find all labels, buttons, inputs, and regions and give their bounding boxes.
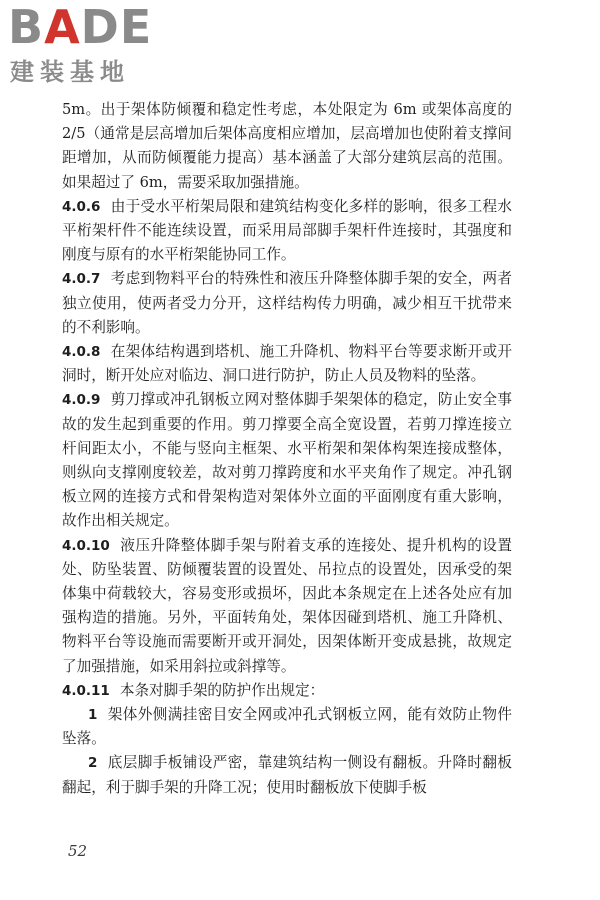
list-item-text: 架体外侧满挂密目安全网或冲孔式钢板立网，能有效防止物件坠落。 bbox=[62, 706, 512, 748]
logo-subtitle: 建装基地 bbox=[10, 58, 130, 86]
clause-number: 4.0.11 bbox=[62, 682, 110, 699]
clause-4-0-11 bbox=[62, 679, 512, 703]
list-item-text: 底层脚手板铺设严密，靠建筑结构一侧设有翻板。升降时翻板翻起，利于脚手架的升降工况；使用时翻板放下使脚手板 bbox=[62, 754, 512, 796]
clause-number: 4.0.10 bbox=[62, 537, 110, 554]
paragraph-continuation bbox=[62, 98, 512, 195]
clause-text: 由于受水平桁架局限和建筑结构变化多样的影响，很多工程水平桁架杆件不能连续设置，而采用局部脚手架杆件连接时，其强度和刚度与原有的水平桁架能协同工作。 bbox=[62, 197, 512, 264]
list-item-2 bbox=[62, 751, 512, 799]
clause-4-0-10 bbox=[62, 534, 512, 679]
logo-letter-b: B bbox=[8, 0, 45, 54]
clause-4-0-7 bbox=[62, 267, 512, 340]
clause-text: 液压升降整体脚手架与附着支承的连接处、提升机构的设置处、防坠装置、防倾覆装置的设置处、吊拉点的设置处，因承受的架体集中荷载较大，容易变形或损坏，因此本条规定在上述各处应有加强构造的措施。另外，平面转角处，架体因碰到塔机、施工升降机、物料平台等设施而需要断开或开洞处，因架体断开变成悬挑，故规定了加强措施，如采用斜拉或斜撑等。 bbox=[62, 536, 512, 675]
logo-letters-de: DE bbox=[80, 0, 153, 54]
clause-4-0-6 bbox=[62, 195, 512, 268]
clause-text: 本条对脚手架的防护作出规定： bbox=[119, 681, 325, 699]
paragraph-text: 5m。出于架体防倾覆和稳定性考虑，本处限定为 6m 或架体高度的 2/5（通常是层高增加后架体高度相应增加，层高增加也使附着支撑间距增加，从而防倾覆能力提高）基本涵盖了大部分建筑层高的范围。如果超过了 6m，需要采取加强措施。 bbox=[62, 101, 512, 191]
clause-text: 考虑到物料平台的特殊性和液压升降整体脚手架的安全，两者独立使用，使两者受力分开，这样结构传力明确，减少相互干扰带来的不利影响。 bbox=[62, 270, 512, 336]
list-item-1 bbox=[62, 703, 512, 751]
logo-wordmark bbox=[8, 0, 153, 54]
clause-text: 在架体结构遇到塔机、施工升降机、物料平台等要求断开或开洞时，断开处应对临边、洞口进行防护，防止人员及物料的坠落。 bbox=[62, 343, 512, 385]
clause-number: 4.0.9 bbox=[62, 392, 101, 409]
list-item-number: 2 bbox=[88, 755, 98, 772]
document-body bbox=[62, 98, 512, 800]
clause-text: 剪刀撑或冲孔钢板立网对整体脚手架架体的稳定，防止安全事故的发生起到重要的作用。剪刀撑要全高全宽设置，若剪刀撑连接立杆间距太小，不能与竖向主框架、水平桁架和架体构架连接成整体，则纵向支撑刚度较差，故对剪刀撑跨度和水平夹角作了规定。冲孔钢板立网的连接方式和骨架构造对架体外立面的平面刚度有重大影响，故作出相关规定。 bbox=[62, 391, 512, 530]
list-item-number: 1 bbox=[88, 707, 98, 724]
page-number: 52 bbox=[68, 842, 88, 860]
clause-number: 4.0.7 bbox=[62, 271, 101, 288]
clause-number: 4.0.6 bbox=[62, 198, 101, 215]
clause-number: 4.0.8 bbox=[62, 344, 101, 361]
logo-letter-a-accent: A bbox=[44, 0, 81, 54]
clause-4-0-9 bbox=[62, 388, 512, 533]
bade-logo bbox=[8, 0, 178, 90]
clause-4-0-8 bbox=[62, 340, 512, 388]
